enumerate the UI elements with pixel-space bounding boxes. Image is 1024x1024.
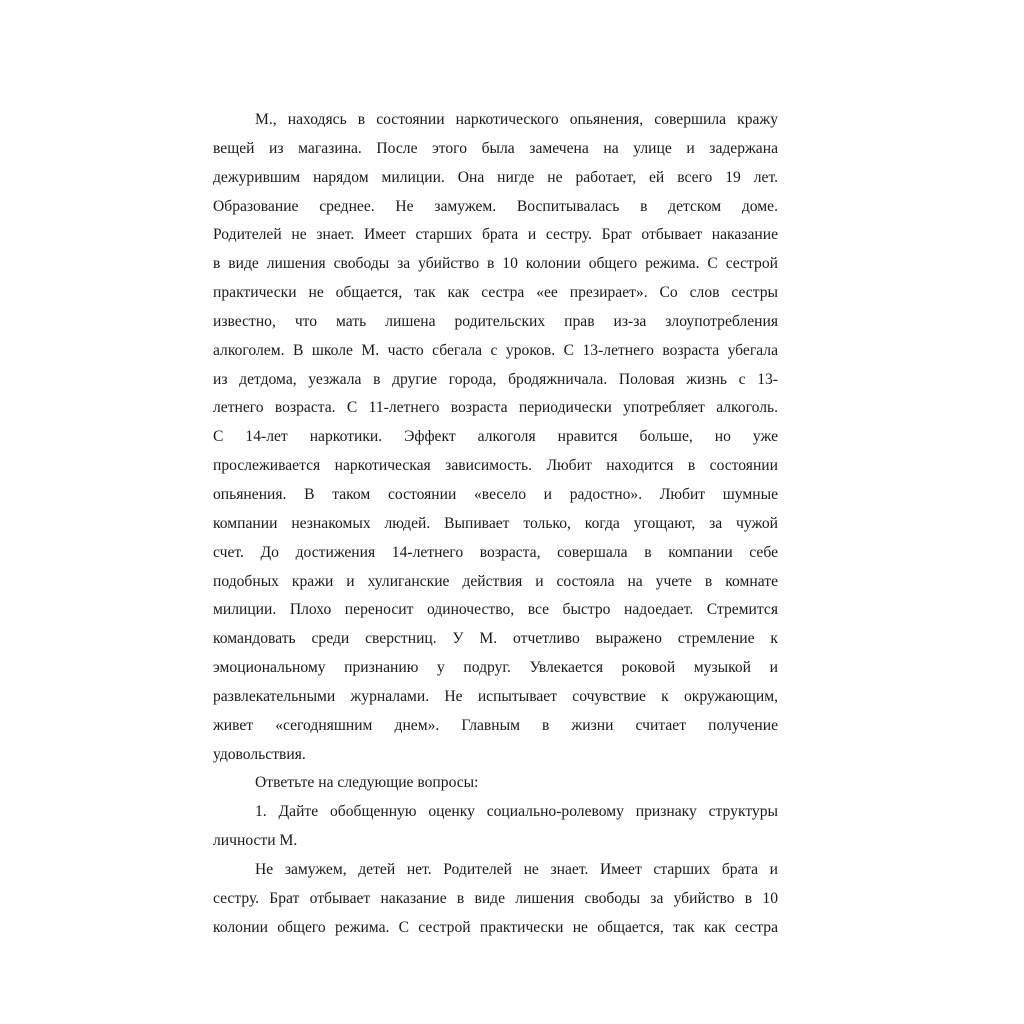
text-line: С 14-лет наркотики. Эффект алкоголя нравится больше, но уже [213,428,778,446]
text-line: личности М. [213,832,298,850]
text-line: известно, что мать лишена родительских прав из-за злоупотребления [213,312,778,330]
text-line: подобных кражи и хулиганские действия и состояла на учете в комнате [213,572,778,590]
text-line: практически не общается, так как сестра «ее презирает». Со слов сестры [213,284,778,302]
text-line: Ответьте на следующие вопросы: [255,774,479,792]
text-line: Родителей не знает. Имеет старших брата и сестру. Брат отбывает наказание [213,226,778,244]
text-line: живет «сегодняшним днем». Главным в жизни считает получение [213,716,778,734]
text-line: развлекательными журналами. Не испытывает сочувствие к окружающим, [213,687,778,705]
text-line: алкоголем. В школе М. часто сбегала с уроков. С 13-летнего возраста убегала [213,341,778,359]
text-line: компании незнакомых людей. Выпивает только, когда угощают, за чужой [213,514,778,532]
text-line: милиции. Плохо переносит одиночество, все быстро надоедает. Стремится [213,601,778,619]
text-line: Образование среднее. Не замужем. Воспитывалась в детском доме. [213,197,778,215]
text-line: сестру. Брат отбывает наказание в виде лишения свободы за убийство в 10 [213,889,778,907]
text-line: дежурившим нарядом милиции. Она нигде не работает, ей всего 19 лет. [213,168,778,186]
text-line: удовольствия. [213,745,306,763]
text-line: командовать среди сверстниц. У М. отчетливо выражено стремление к [213,630,778,648]
document-page [213,106,778,942]
paragraph-case-description [213,106,778,769]
text-line: вещей из магазина. После этого была замечена на улице и задержана [213,139,778,157]
text-line: летнего возраста. С 11-летнего возраста периодически употребляет алкоголь. [213,399,778,417]
paragraph-question-1 [213,798,778,856]
paragraph-answer-1 [213,856,778,943]
text-line: Не замужем, детей нет. Родителей не знает. Имеет старших брата и [255,860,778,878]
paragraph-questions-intro [213,769,778,798]
text-line: из детдома, уезжала в другие города, бродяжничала. Половая жизнь с 13- [213,370,778,388]
text-line: прослеживается наркотическая зависимость. Любит находится в состоянии [213,457,778,475]
text-line: 1. Дайте обобщенную оценку социально-ролевому признаку структуры [255,803,778,821]
text-line: в виде лишения свободы за убийство в 10 колонии общего режима. С сестрой [213,255,778,273]
text-line: эмоциональному признанию у подруг. Увлекается роковой музыкой и [213,659,778,677]
text-line: М., находясь в состоянии наркотического опьянения, совершила кражу [255,111,778,128]
text-line: счет. До достижения 14-летнего возраста, совершала в компании себе [213,543,778,561]
text-line: колонии общего режима. С сестрой практически не общается, так как сестра [213,918,778,936]
text-line: опьянения. В таком состоянии «весело и радостно». Любит шумные [213,485,778,503]
